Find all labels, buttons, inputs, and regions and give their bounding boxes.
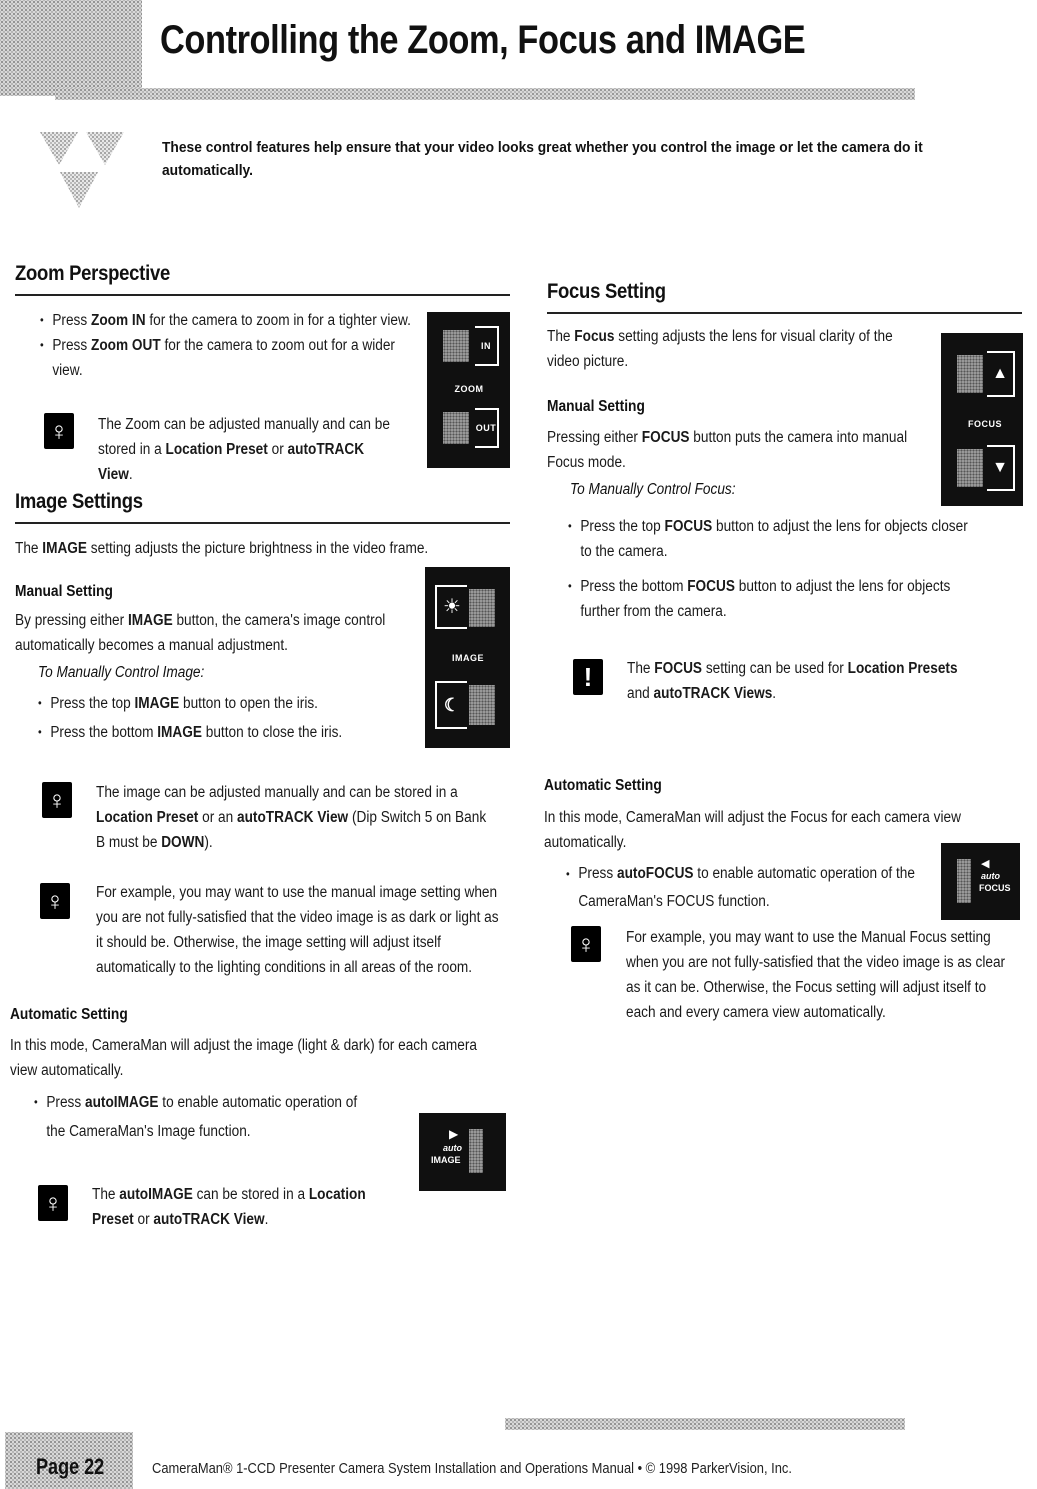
focus-auto-heading: Automatic Setting xyxy=(544,777,662,794)
tip-icon: ♀ xyxy=(571,926,601,962)
image-tip-storage: The image can be adjusted manually and can be stored in a Location Preset or an autoTRACK View (Dip Switch 5 on Bank B must be DOWN). xyxy=(96,784,487,851)
focus-manual-text: Pressing either FOCUS button puts the camera into manual Focus mode. xyxy=(547,429,908,471)
focus-description: The Focus setting adjusts the lens for visual clarity of the video picture. xyxy=(547,328,893,370)
zoom-bullet-out: • Press Zoom OUT for the camera to zoom out for a wider view. xyxy=(40,333,418,383)
image-manual-italic: To Manually Control Image: xyxy=(38,664,205,681)
focus-auto-bullet xyxy=(566,860,918,916)
image-close-indicator xyxy=(469,685,495,725)
focus-section xyxy=(547,280,1022,314)
arrow-down-icon: ▼ xyxy=(992,459,1008,476)
tip-icon: ♀ xyxy=(44,413,74,449)
autofocus-label: FOCUS xyxy=(979,883,1011,893)
zoom-in-button[interactable] xyxy=(475,326,499,366)
image-heading: Image Settings xyxy=(15,490,143,513)
autoimage-tip: The autoIMAGE can be stored in a Location Preset or autoTRACK View. xyxy=(92,1186,366,1228)
header-dot-band xyxy=(0,0,142,96)
image-heading-rule xyxy=(15,522,510,524)
image-auto-heading: Automatic Setting xyxy=(10,1006,128,1023)
focus-far-indicator xyxy=(957,449,983,487)
header-triangle-graphic xyxy=(40,120,130,215)
autofocus-button[interactable] xyxy=(941,843,1020,920)
image-manual-heading: Manual Setting xyxy=(15,583,113,600)
zoom-heading: Zoom Perspective xyxy=(15,262,170,285)
arrow-up-icon: ▲ xyxy=(992,365,1008,382)
zoom-bullet-in: • Press Zoom IN for the camera to zoom in for a tighter view. xyxy=(40,308,418,333)
moon-icon: ☾ xyxy=(443,695,461,715)
focus-panel-label: FOCUS xyxy=(968,419,1002,429)
zoom-in-label: IN xyxy=(481,341,491,351)
focus-tip-presets: The FOCUS setting can be used for Location Presets and autoTRACK Views. xyxy=(627,660,958,702)
image-open-indicator xyxy=(469,589,495,627)
focus-heading: Focus Setting xyxy=(547,280,666,303)
image-section xyxy=(15,490,510,524)
image-bullet-top: • Press the top IMAGE button to open the iris. xyxy=(38,691,390,716)
intro-text: These control features help ensure that your video looks great whether you control the image or let the camera do it automatically. xyxy=(162,139,923,179)
image-open-button[interactable] xyxy=(435,585,467,629)
focus-bullet-top: • Press the top FOCUS button to adjust the lens for objects closer to the camera. xyxy=(568,514,982,564)
header-dot-rule xyxy=(55,88,915,100)
image-manual-text: By pressing either IMAGE button, the camera's image control automatically becomes a manual adjustment. xyxy=(15,612,386,654)
focus-bullets xyxy=(568,514,982,624)
focus-near-indicator xyxy=(957,355,983,393)
page-title: Controlling the Zoom, Focus and IMAGE xyxy=(160,18,806,62)
autoimage-button[interactable] xyxy=(419,1113,506,1191)
focus-auto-bullet-item: • Press autoFOCUS to enable automatic operation of the CameraMan's FOCUS function. xyxy=(566,860,918,916)
footer-text: CameraMan® 1-CCD Presenter Camera System Installation and Operations Manual • © 1998 ParkerVision, Inc. xyxy=(152,1460,792,1477)
image-auto-bullet-item: • Press autoIMAGE to enable automatic operation of the CameraMan's Image function. xyxy=(34,1088,360,1146)
zoom-in-indicator xyxy=(443,330,469,362)
autofocus-indicator xyxy=(957,859,971,903)
image-auto-text: In this mode, CameraMan will adjust the image (light & dark) for each camera view automatically. xyxy=(10,1037,477,1079)
image-button-panel xyxy=(425,567,510,748)
sun-icon: ☀ xyxy=(443,596,461,618)
zoom-out-button[interactable] xyxy=(475,408,499,448)
focus-auto-text: In this mode, CameraMan will adjust the Focus for each camera view automatically. xyxy=(544,809,961,851)
tip-icon: ♀ xyxy=(40,883,70,919)
zoom-panel-label: ZOOM xyxy=(454,384,484,394)
focus-button-panel xyxy=(941,333,1023,506)
focus-manual-heading: Manual Setting xyxy=(547,398,645,415)
focus-bullet-bottom: • Press the bottom FOCUS button to adjust the lens for objects further from the camera. xyxy=(568,574,982,624)
autoimage-indicator xyxy=(469,1129,483,1173)
page-number: Page 22 xyxy=(36,1454,105,1479)
focus-near-button[interactable] xyxy=(987,351,1015,397)
autoimage-auto-word: auto xyxy=(443,1143,462,1153)
zoom-tip: The Zoom can be adjusted manually and can be stored in a Location Preset or autoTRACK View. xyxy=(98,416,390,483)
tip-icon: ♀ xyxy=(42,782,72,818)
image-panel-label: IMAGE xyxy=(451,653,484,663)
zoom-button-panel xyxy=(427,312,510,468)
arrow-left-icon: ◀ xyxy=(981,858,990,870)
image-bullets xyxy=(38,691,390,745)
arrow-right-icon: ▶ xyxy=(449,1127,459,1141)
focus-manual-italic: To Manually Control Focus: xyxy=(570,481,736,498)
tip-icon: ♀ xyxy=(38,1185,68,1221)
focus-tip-example: For example, you may want to use the Manual Focus setting when you are not fully-satisfied that the video image is as clear as it can be. Otherwise, the Focus setting will adjust itself to each and every camera view automatically. xyxy=(626,929,1006,1021)
image-bullet-bottom: • Press the bottom IMAGE button to close the iris. xyxy=(38,720,390,745)
focus-heading-rule xyxy=(547,312,1022,314)
autofocus-auto-word: auto xyxy=(981,871,1000,881)
image-close-button[interactable] xyxy=(435,681,467,729)
image-tip-example: For example, you may want to use the manual image setting when you are not fully-satisfied that the video image is as dark or light as it should be. Otherwise, the image setting will adjust itself automatically to the lighting conditions in all areas of the room. xyxy=(96,884,499,976)
zoom-bullets xyxy=(40,308,418,383)
zoom-heading-rule xyxy=(15,294,510,296)
zoom-out-indicator xyxy=(443,412,469,444)
zoom-section xyxy=(15,262,510,296)
image-auto-bullet xyxy=(34,1088,360,1146)
zoom-out-label: OUT xyxy=(475,423,497,433)
footer-dot-rule xyxy=(505,1418,905,1430)
image-description: The IMAGE setting adjusts the picture brightness in the video frame. xyxy=(15,540,429,557)
autoimage-label: IMAGE xyxy=(431,1155,461,1165)
exclamation-icon: ! xyxy=(573,659,603,695)
focus-far-button[interactable] xyxy=(987,445,1015,491)
